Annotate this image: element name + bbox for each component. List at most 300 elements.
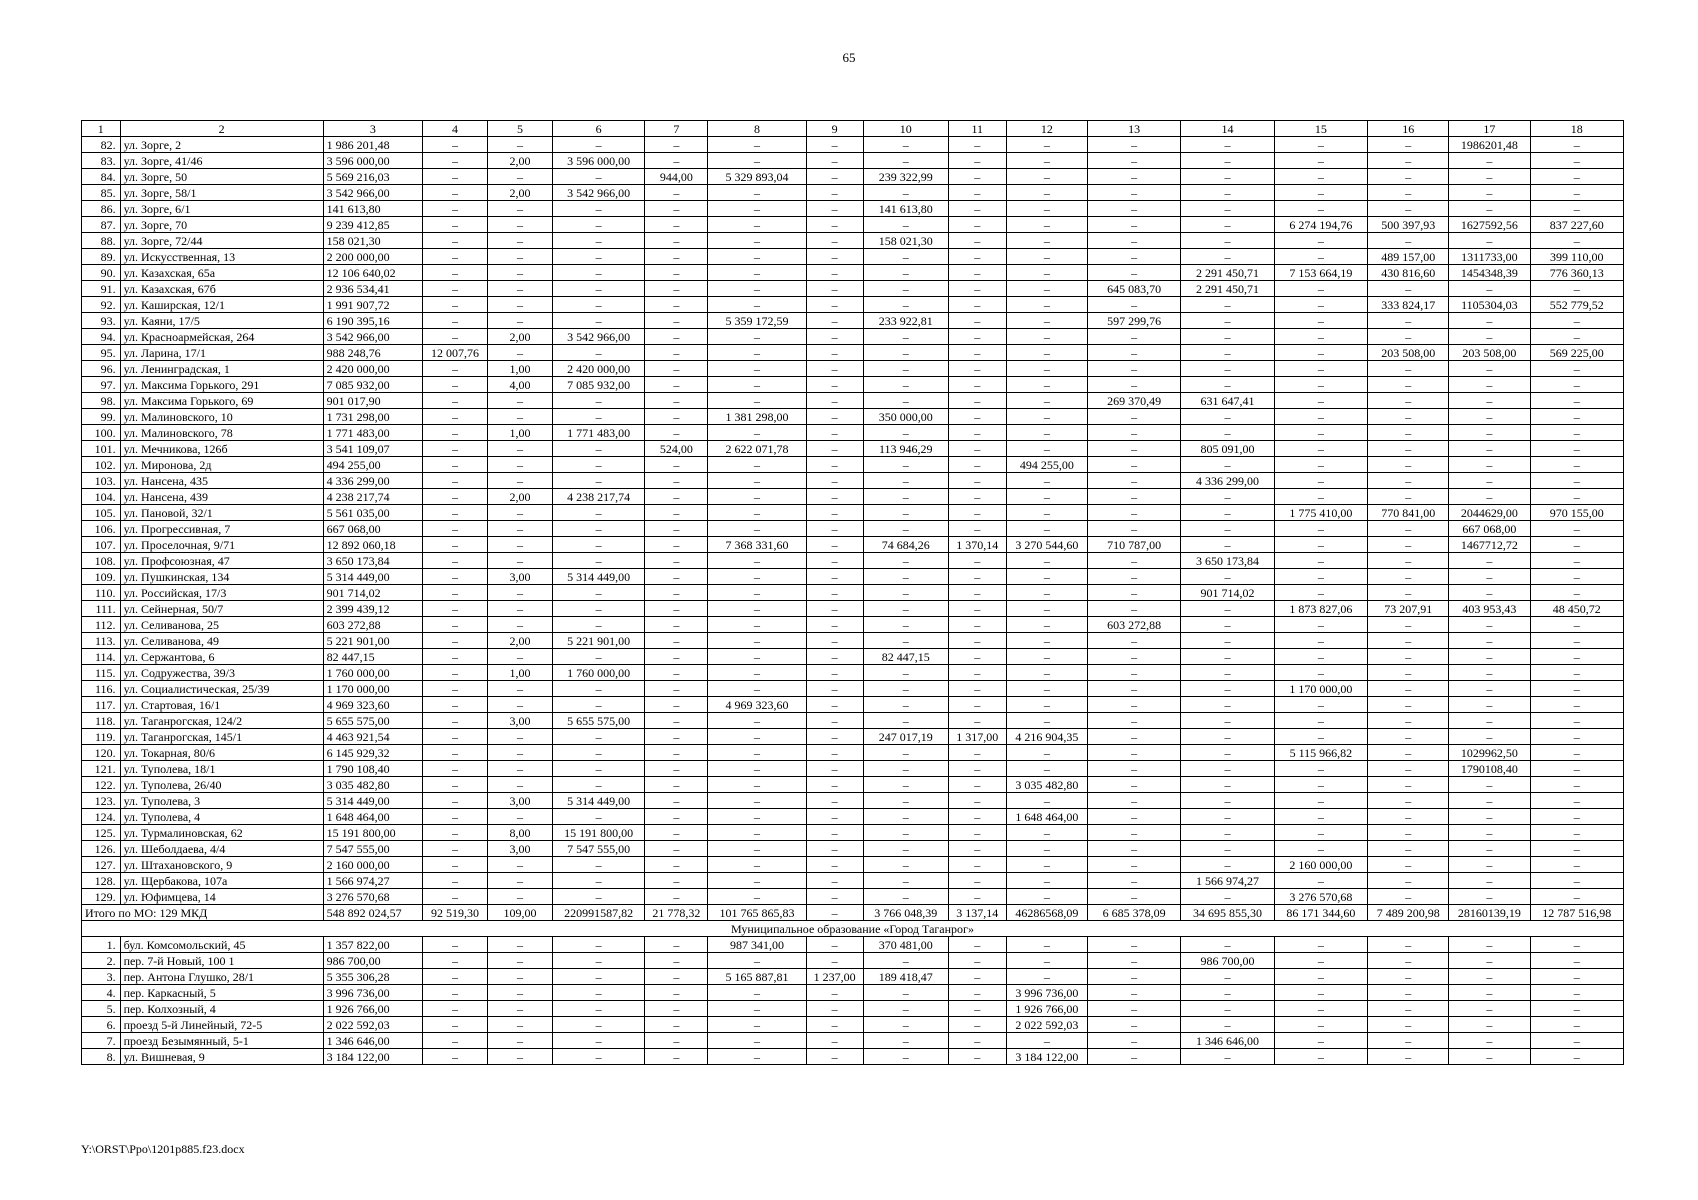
table-cell: 5. [82, 1001, 121, 1017]
table-cell: – [1368, 793, 1449, 809]
table-cell: – [806, 697, 863, 713]
table-cell: 645 083,70 [1087, 281, 1180, 297]
table-cell: – [708, 345, 806, 361]
table-cell: 11 [948, 121, 1006, 137]
table-cell: – [1087, 137, 1180, 153]
table-cell: 1627592,56 [1449, 217, 1530, 233]
table-cell: – [1006, 825, 1087, 841]
table-cell: – [645, 505, 708, 521]
table-cell: – [1530, 473, 1624, 489]
table-cell: 776 360,13 [1530, 265, 1624, 281]
table-cell: 88. [82, 233, 121, 249]
table-cell: – [488, 505, 553, 521]
table-cell: ул. Максима Горького, 69 [120, 393, 323, 409]
table-cell: – [1530, 841, 1624, 857]
table-row [82, 489, 1624, 505]
table-cell: – [1181, 537, 1274, 553]
table-cell: 548 892 024,57 [323, 905, 422, 921]
table-cell: – [1181, 185, 1274, 201]
table-cell: – [1449, 617, 1530, 633]
table-cell: 901 017,90 [323, 393, 422, 409]
table-cell: – [948, 265, 1006, 281]
table-cell: 6 685 378,09 [1087, 905, 1180, 921]
table-cell: – [423, 569, 488, 585]
table-cell: 73 207,91 [1368, 601, 1449, 617]
table-cell: 1 566 974,27 [1181, 873, 1274, 889]
table-cell: – [1530, 729, 1624, 745]
table-cell: 2 160 000,00 [1274, 857, 1367, 873]
data-table [81, 120, 1624, 1065]
table-row [82, 1049, 1624, 1065]
table-cell: – [1181, 409, 1274, 425]
table-cell: 3 596 000,00 [552, 153, 644, 169]
table-cell: – [1530, 937, 1624, 953]
table-cell: 102. [82, 457, 121, 473]
table-cell: – [1530, 1017, 1624, 1033]
table-cell: – [1449, 233, 1530, 249]
table-cell: – [1530, 377, 1624, 393]
table-cell: – [1530, 185, 1624, 201]
table-cell: – [1530, 825, 1624, 841]
table-row [82, 473, 1624, 489]
table-cell: – [1181, 521, 1274, 537]
table-cell: 2 622 071,78 [708, 441, 806, 457]
table-cell: 6. [82, 1017, 121, 1033]
table-cell: – [1181, 377, 1274, 393]
table-cell: – [1274, 473, 1367, 489]
table-cell: – [708, 249, 806, 265]
table-cell: – [948, 473, 1006, 489]
table-cell: – [1530, 681, 1624, 697]
table-cell: – [552, 1001, 644, 1017]
table-cell: – [423, 601, 488, 617]
table-cell: – [948, 761, 1006, 777]
table-cell: – [1181, 713, 1274, 729]
table-cell: – [1449, 425, 1530, 441]
table-cell: – [1274, 1001, 1367, 1017]
table-cell: – [645, 457, 708, 473]
table-cell: 123. [82, 793, 121, 809]
table-cell: 158 021,30 [323, 233, 422, 249]
table-cell: – [1449, 457, 1530, 473]
table-cell: – [1006, 937, 1087, 953]
table-cell: – [423, 841, 488, 857]
table-cell: ул. Мечникова, 126б [120, 441, 323, 457]
table-cell: 988 248,76 [323, 345, 422, 361]
table-cell: – [1274, 329, 1367, 345]
table-cell: – [488, 745, 553, 761]
table-cell: 2 399 439,12 [323, 601, 422, 617]
table-cell: 113 946,29 [863, 441, 948, 457]
table-cell: – [1274, 537, 1367, 553]
table-cell: – [488, 1017, 553, 1033]
table-cell: 1986201,48 [1449, 137, 1530, 153]
table-cell: – [488, 617, 553, 633]
table-cell: – [1181, 841, 1274, 857]
table-cell: – [948, 617, 1006, 633]
table-row [82, 745, 1624, 761]
table-cell: – [1368, 985, 1449, 1001]
table-cell: – [1530, 329, 1624, 345]
table-cell: – [948, 489, 1006, 505]
table-cell: – [552, 233, 644, 249]
table-cell: – [806, 297, 863, 313]
table-cell: 2,00 [488, 633, 553, 649]
table-cell: – [1274, 361, 1367, 377]
table-cell: – [1006, 345, 1087, 361]
table-cell: – [645, 761, 708, 777]
table-cell: – [1530, 969, 1624, 985]
table-row [82, 441, 1624, 457]
table-cell: 2 022 592,03 [323, 1017, 422, 1033]
table-cell: – [1274, 825, 1367, 841]
table-cell: – [1449, 553, 1530, 569]
table-cell: 370 481,00 [863, 937, 948, 953]
table-cell: – [948, 649, 1006, 665]
table-cell: 524,00 [645, 441, 708, 457]
table-cell: – [708, 457, 806, 473]
table-cell: – [708, 681, 806, 697]
table-cell: – [552, 505, 644, 521]
table-row [82, 537, 1624, 553]
table-row [82, 409, 1624, 425]
table-cell: – [552, 777, 644, 793]
table-cell: проезд Безымянный, 5-1 [120, 1033, 323, 1049]
table-cell: – [1368, 457, 1449, 473]
table-cell: – [1181, 1049, 1274, 1065]
table-cell: 82. [82, 137, 121, 153]
table-cell: 13 [1087, 121, 1180, 137]
table-cell: – [645, 297, 708, 313]
table-cell: – [645, 809, 708, 825]
table-cell: 4,00 [488, 377, 553, 393]
table-cell: – [1274, 985, 1367, 1001]
table-cell: – [1087, 169, 1180, 185]
table-cell: – [1530, 713, 1624, 729]
table-row [82, 809, 1624, 825]
table-cell: – [552, 969, 644, 985]
table-cell: 3 184 122,00 [323, 1049, 422, 1065]
table-cell: 2 420 000,00 [552, 361, 644, 377]
table-cell: – [1368, 745, 1449, 761]
table-cell: – [1368, 809, 1449, 825]
table-cell: – [1274, 729, 1367, 745]
table-cell: – [1530, 313, 1624, 329]
table-cell: – [1274, 409, 1367, 425]
table-row [82, 569, 1624, 585]
table-cell: 1 926 766,00 [1006, 1001, 1087, 1017]
table-cell: – [1274, 281, 1367, 297]
table-cell: – [1087, 457, 1180, 473]
table-cell: – [1087, 1049, 1180, 1065]
table-cell: – [1368, 441, 1449, 457]
table-cell: – [1006, 217, 1087, 233]
table-cell: 7 085 932,00 [323, 377, 422, 393]
table-cell: – [1181, 761, 1274, 777]
table-cell: – [488, 985, 553, 1001]
table-cell: – [1181, 1017, 1274, 1033]
table-cell: 3,00 [488, 793, 553, 809]
table-cell: – [488, 297, 553, 313]
table-cell: 7 489 200,98 [1368, 905, 1449, 921]
table-cell: – [1181, 633, 1274, 649]
table-cell: – [1274, 953, 1367, 969]
table-cell: – [1181, 489, 1274, 505]
table-cell: – [806, 457, 863, 473]
table-cell: – [806, 409, 863, 425]
table-cell: – [948, 201, 1006, 217]
table-cell: – [708, 553, 806, 569]
table-cell: 631 647,41 [1181, 393, 1274, 409]
table-cell: – [1087, 601, 1180, 617]
table-cell: 770 841,00 [1368, 505, 1449, 521]
table-cell: – [708, 265, 806, 281]
table-cell: – [552, 761, 644, 777]
table-cell: – [488, 217, 553, 233]
table-cell: – [645, 713, 708, 729]
table-cell: – [1530, 425, 1624, 441]
table-cell: – [1006, 873, 1087, 889]
table-row [82, 793, 1624, 809]
table-cell: – [488, 1033, 553, 1049]
table-row [82, 137, 1624, 153]
table-cell: 48 450,72 [1530, 601, 1624, 617]
table-cell: 91. [82, 281, 121, 297]
table-cell: 1467712,72 [1449, 537, 1530, 553]
table-cell: – [645, 681, 708, 697]
table-cell: – [806, 585, 863, 601]
table-cell: – [1449, 1001, 1530, 1017]
table-cell: – [1368, 169, 1449, 185]
table-cell: – [708, 1001, 806, 1017]
table-cell: – [1530, 857, 1624, 873]
table-cell: – [948, 505, 1006, 521]
table-cell: – [708, 281, 806, 297]
table-cell: – [1274, 649, 1367, 665]
table-cell: 2,00 [488, 185, 553, 201]
table-cell: – [948, 697, 1006, 713]
table-cell: – [1368, 777, 1449, 793]
table-cell: – [863, 521, 948, 537]
table-cell: 2 291 450,71 [1181, 281, 1274, 297]
table-cell: – [1449, 841, 1530, 857]
table-cell: 118. [82, 713, 121, 729]
table-cell: 111. [82, 601, 121, 617]
table-cell: 82 447,15 [863, 649, 948, 665]
table-cell: 1 771 483,00 [323, 425, 422, 441]
table-row [82, 1033, 1624, 1049]
table-cell: – [423, 1001, 488, 1017]
table-cell: – [1087, 1001, 1180, 1017]
table-cell: – [552, 249, 644, 265]
table-cell: – [1368, 617, 1449, 633]
table-cell: – [1368, 329, 1449, 345]
table-cell: – [552, 953, 644, 969]
table-cell: 2044629,00 [1449, 505, 1530, 521]
table-cell: – [1006, 137, 1087, 153]
table-cell: 430 816,60 [1368, 265, 1449, 281]
table-cell: – [552, 873, 644, 889]
table-cell: 21 778,32 [645, 905, 708, 921]
table-cell: – [806, 617, 863, 633]
table-cell: – [948, 297, 1006, 313]
table-cell: – [1087, 569, 1180, 585]
table-cell: ул. Пушкинская, 134 [120, 569, 323, 585]
table-cell: 5 561 035,00 [323, 505, 422, 521]
table-cell: – [488, 969, 553, 985]
table-cell: – [645, 489, 708, 505]
table-cell: – [1274, 345, 1367, 361]
table-cell: – [1006, 233, 1087, 249]
table-cell: – [423, 809, 488, 825]
table-cell: – [1449, 201, 1530, 217]
table-cell: 3,00 [488, 569, 553, 585]
table-cell: 85. [82, 185, 121, 201]
table-cell: – [1181, 665, 1274, 681]
table-body [82, 121, 1624, 1065]
table-cell: – [1274, 249, 1367, 265]
table-cell: – [1274, 489, 1367, 505]
table-cell: 1 760 000,00 [323, 665, 422, 681]
table-cell: – [948, 345, 1006, 361]
table-cell: – [488, 137, 553, 153]
table-cell: – [708, 761, 806, 777]
table-cell: – [1087, 201, 1180, 217]
table-cell: – [806, 249, 863, 265]
table-cell: – [552, 729, 644, 745]
table-cell: – [806, 873, 863, 889]
table-cell: – [645, 841, 708, 857]
table-cell: – [1006, 185, 1087, 201]
table-cell: – [1274, 713, 1367, 729]
table-cell: ул. Каяни, 17/5 [120, 313, 323, 329]
table-cell: 7. [82, 1033, 121, 1049]
table-cell: – [1087, 329, 1180, 345]
table-cell: – [552, 457, 644, 473]
table-cell: – [1530, 281, 1624, 297]
table-cell: – [948, 329, 1006, 345]
section-header-row [82, 921, 1624, 937]
table-cell: – [1274, 153, 1367, 169]
table-cell: – [1274, 233, 1367, 249]
table-cell: – [1181, 329, 1274, 345]
table-cell: – [1181, 745, 1274, 761]
table-cell: – [423, 185, 488, 201]
table-cell: 1105304,03 [1449, 297, 1530, 313]
table-cell: – [863, 761, 948, 777]
table-cell: – [863, 1033, 948, 1049]
table-cell: ул. Максима Горького, 291 [120, 377, 323, 393]
table-cell: 109. [82, 569, 121, 585]
table-cell: – [1181, 985, 1274, 1001]
table-cell: 9 [806, 121, 863, 137]
table-cell: – [863, 953, 948, 969]
table-cell: 569 225,00 [1530, 345, 1624, 361]
table-cell: – [1087, 777, 1180, 793]
table-cell: 110. [82, 585, 121, 601]
table-cell: бул. Комсомольский, 45 [120, 937, 323, 953]
table-cell: – [708, 585, 806, 601]
table-cell: – [1087, 745, 1180, 761]
table-row [82, 1001, 1624, 1017]
table-cell: – [1449, 1017, 1530, 1033]
table-cell: – [708, 1049, 806, 1065]
table-cell: – [948, 169, 1006, 185]
table-cell: – [1530, 745, 1624, 761]
table-cell: – [1449, 377, 1530, 393]
table-cell: ул. Зорге, 72/44 [120, 233, 323, 249]
table-cell: 3 541 109,07 [323, 441, 422, 457]
table-cell: 12 007,76 [423, 345, 488, 361]
table-cell: пер. Каркасный, 5 [120, 985, 323, 1001]
table-cell: – [645, 153, 708, 169]
table-cell: – [948, 665, 1006, 681]
table-cell: 117. [82, 697, 121, 713]
table-cell: – [423, 313, 488, 329]
table-cell: – [1006, 409, 1087, 425]
table-cell: 5 115 966,82 [1274, 745, 1367, 761]
table-cell: – [552, 601, 644, 617]
table-cell: – [645, 425, 708, 441]
table-cell: 92 519,30 [423, 905, 488, 921]
table-cell: ул. Стартовая, 16/1 [120, 697, 323, 713]
table-cell: 1 346 646,00 [323, 1033, 422, 1049]
table-cell: 1 346 646,00 [1181, 1033, 1274, 1049]
table-cell: – [1181, 793, 1274, 809]
table-cell: 4 336 299,00 [323, 473, 422, 489]
table-cell: – [806, 1049, 863, 1065]
table-cell: – [552, 649, 644, 665]
table-cell: – [1087, 1033, 1180, 1049]
table-cell: 1 790 108,40 [323, 761, 422, 777]
table-cell: – [1006, 569, 1087, 585]
table-cell: 7 [645, 121, 708, 137]
table-cell: – [488, 649, 553, 665]
table-cell: ул. Пановой, 32/1 [120, 505, 323, 521]
table-cell: – [552, 409, 644, 425]
table-cell: – [423, 857, 488, 873]
table-cell: – [552, 889, 644, 905]
table-row [82, 153, 1624, 169]
table-cell: ул. Селиванова, 49 [120, 633, 323, 649]
table-cell: – [488, 249, 553, 265]
table-cell: – [863, 809, 948, 825]
table-cell: – [1087, 857, 1180, 873]
table-cell: 119. [82, 729, 121, 745]
table-cell: – [1087, 345, 1180, 361]
table-cell: – [806, 777, 863, 793]
table-cell: – [552, 745, 644, 761]
table-cell: – [806, 953, 863, 969]
table-cell: – [1006, 393, 1087, 409]
table-cell: ул. Зорге, 70 [120, 217, 323, 233]
table-cell: 106. [82, 521, 121, 537]
table-cell: – [1368, 969, 1449, 985]
table-cell: – [1181, 297, 1274, 313]
table-cell: – [1368, 377, 1449, 393]
table-row [82, 761, 1624, 777]
table-cell: – [423, 425, 488, 441]
table-cell: – [948, 1001, 1006, 1017]
table-cell: – [645, 521, 708, 537]
table-cell: 597 299,76 [1087, 313, 1180, 329]
table-cell: – [1087, 297, 1180, 313]
table-cell: 16 [1368, 121, 1449, 137]
table-cell: – [645, 329, 708, 345]
table-cell: – [806, 793, 863, 809]
table-cell: – [423, 361, 488, 377]
table-cell: 103. [82, 473, 121, 489]
